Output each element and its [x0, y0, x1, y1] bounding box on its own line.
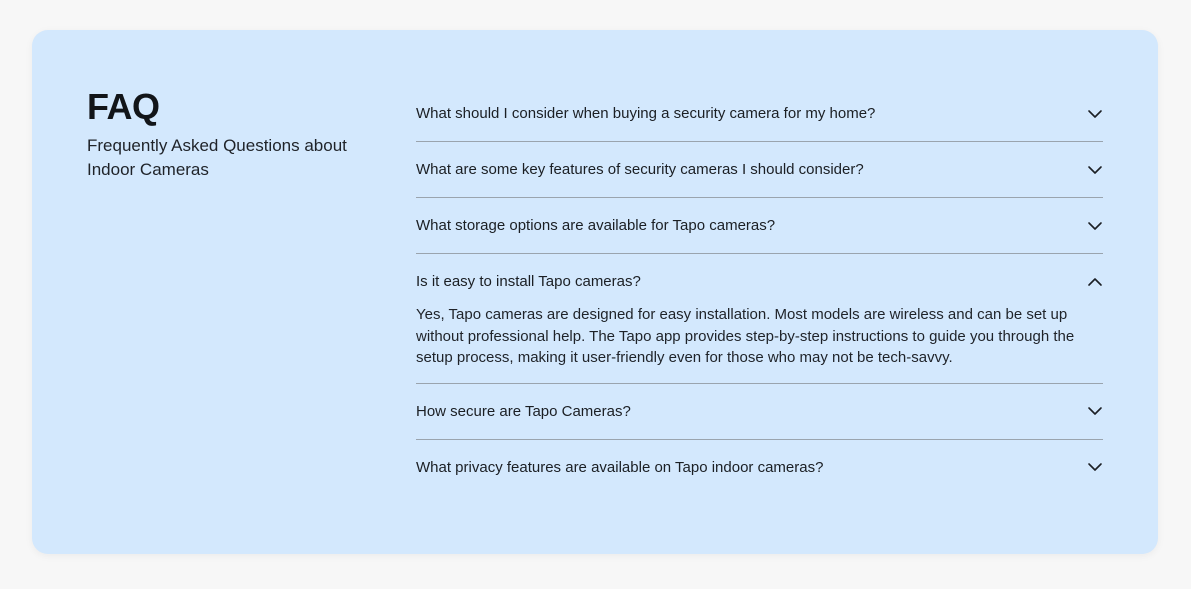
faq-item	[416, 142, 1103, 198]
faq-list	[416, 86, 1103, 495]
chevron-down-icon[interactable]	[1087, 162, 1103, 178]
faq-question-text: How secure are Tapo Cameras?	[416, 402, 631, 420]
chevron-down-icon[interactable]	[1087, 459, 1103, 475]
faq-question-text: Is it easy to install Tapo cameras?	[416, 273, 641, 290]
faq-question-text: What privacy features are available on Tapo indoor cameras?	[416, 458, 824, 476]
faq-answer: Yes, Tapo cameras are designed for easy installation. Most models are wireless and can be set up without professional help. The Tapo app provides step-by-step instructions to guide you through the setup process, making it user-friendly even for those who may not be tech-savvy.	[416, 306, 1075, 366]
faq-item	[416, 86, 1103, 142]
faq-question-toggle[interactable]	[416, 142, 1103, 197]
faq-item	[416, 384, 1103, 440]
faq-question-toggle[interactable]	[416, 440, 1103, 495]
faq-header	[87, 86, 347, 182]
chevron-down-icon[interactable]	[1087, 106, 1103, 122]
faq-question-toggle[interactable]	[416, 198, 1103, 253]
faq-subtitle: Frequently Asked Questions about Indoor Cameras	[87, 136, 347, 179]
faq-question-text: What should I consider when buying a security camera for my home?	[416, 105, 876, 122]
faq-question-text: What storage options are available for Tapo cameras?	[416, 217, 776, 234]
faq-title: FAQ	[87, 86, 160, 127]
faq-question-toggle[interactable]	[416, 86, 1103, 141]
faq-item	[416, 198, 1103, 254]
faq-question-text: What are some key features of security cameras I should consider?	[416, 161, 864, 178]
faq-question-toggle[interactable]	[416, 254, 1103, 309]
faq-card	[32, 30, 1158, 554]
faq-item	[416, 440, 1103, 495]
chevron-down-icon[interactable]	[1087, 218, 1103, 234]
chevron-down-icon[interactable]	[1087, 403, 1103, 419]
chevron-up-icon[interactable]	[1087, 274, 1103, 290]
faq-question-toggle[interactable]	[416, 384, 1103, 439]
faq-item-expanded	[416, 254, 1103, 384]
